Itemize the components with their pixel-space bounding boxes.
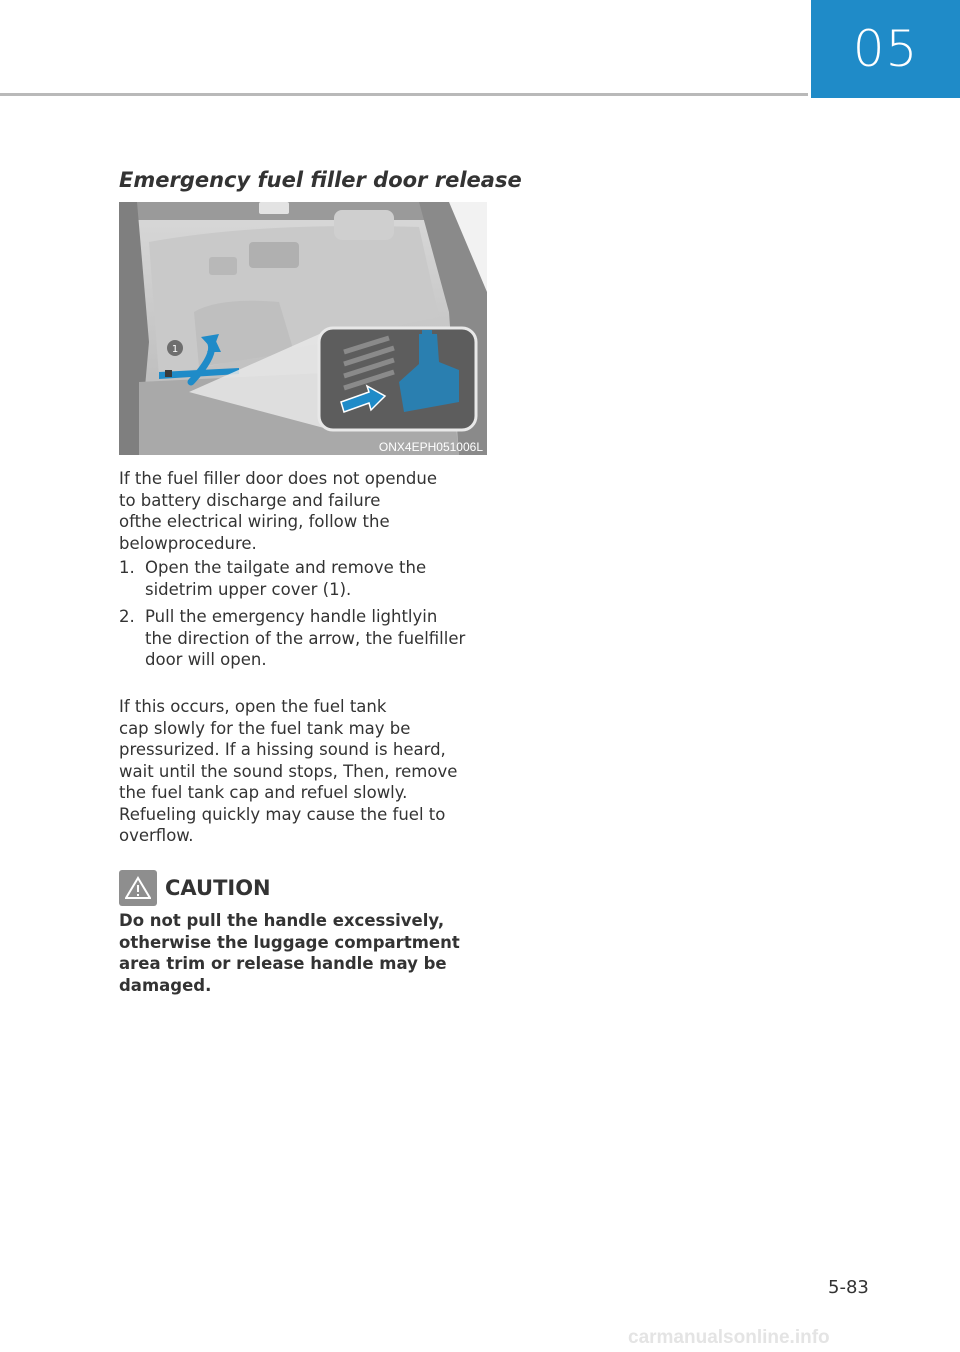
caution-title: CAUTION xyxy=(165,876,271,900)
intro-line: ofthe electrical wiring, follow the xyxy=(119,512,390,531)
figure-code: ONX4EPH051006L xyxy=(378,440,483,454)
caution-header xyxy=(119,870,271,906)
caution-line: damaged. xyxy=(119,975,212,995)
step-text xyxy=(145,557,426,600)
intro-paragraph xyxy=(119,468,491,554)
header-rule xyxy=(0,93,808,96)
step-number: 1. xyxy=(119,558,135,577)
step-line: door will open. xyxy=(145,650,267,669)
followup-paragraph xyxy=(119,696,491,847)
caution-line: Do not pull the handle excessively, xyxy=(119,911,445,930)
caution-text xyxy=(119,910,479,996)
warning-triangle-icon xyxy=(119,870,157,906)
step-1 xyxy=(119,557,491,600)
procedure-steps xyxy=(119,557,491,677)
intro-line: to battery discharge and failure xyxy=(119,490,381,510)
step-line: the direction of the arrow, the fuelfiller xyxy=(145,628,466,648)
trunk-illustration xyxy=(119,202,487,455)
step-number: 2. xyxy=(119,607,135,626)
watermark: carmanualsonline.info xyxy=(628,1327,830,1348)
chapter-tab xyxy=(811,0,960,98)
step-2 xyxy=(119,606,491,671)
followup-line: the fuel tank cap and refuel slowly. xyxy=(119,783,408,802)
intro-line: belowprocedure. xyxy=(119,533,257,553)
caution-line: area trim or release handle may be xyxy=(119,954,447,973)
page-number: 5-83 xyxy=(828,1277,869,1298)
step-line: Open the tailgate and remove the xyxy=(145,558,427,577)
callout-number: 1 xyxy=(171,344,179,355)
followup-line: pressurized. If a hissing sound is heard, xyxy=(119,740,446,759)
followup-line: If this occurs, open the fuel tank xyxy=(119,697,387,716)
followup-line: Refueling quickly may cause the fuel to xyxy=(119,804,446,824)
step-line: sidetrim upper cover (1). xyxy=(145,579,352,599)
intro-line: If the fuel filler door does not opendue xyxy=(119,469,438,488)
followup-line: wait until the sound stops, Then, remove xyxy=(119,761,458,781)
step-text xyxy=(145,606,465,671)
chapter-number: 05 xyxy=(852,20,919,78)
followup-line: overflow. xyxy=(119,826,194,845)
section-title: Emergency fuel filler door release xyxy=(119,168,522,192)
step-line: Pull the emergency handle lightlyin xyxy=(145,607,438,626)
caution-line: otherwise the luggage compartment xyxy=(119,932,460,952)
followup-line: cap slowly for the fuel tank may be xyxy=(119,718,411,738)
trunk-illustration-svg xyxy=(119,202,487,455)
